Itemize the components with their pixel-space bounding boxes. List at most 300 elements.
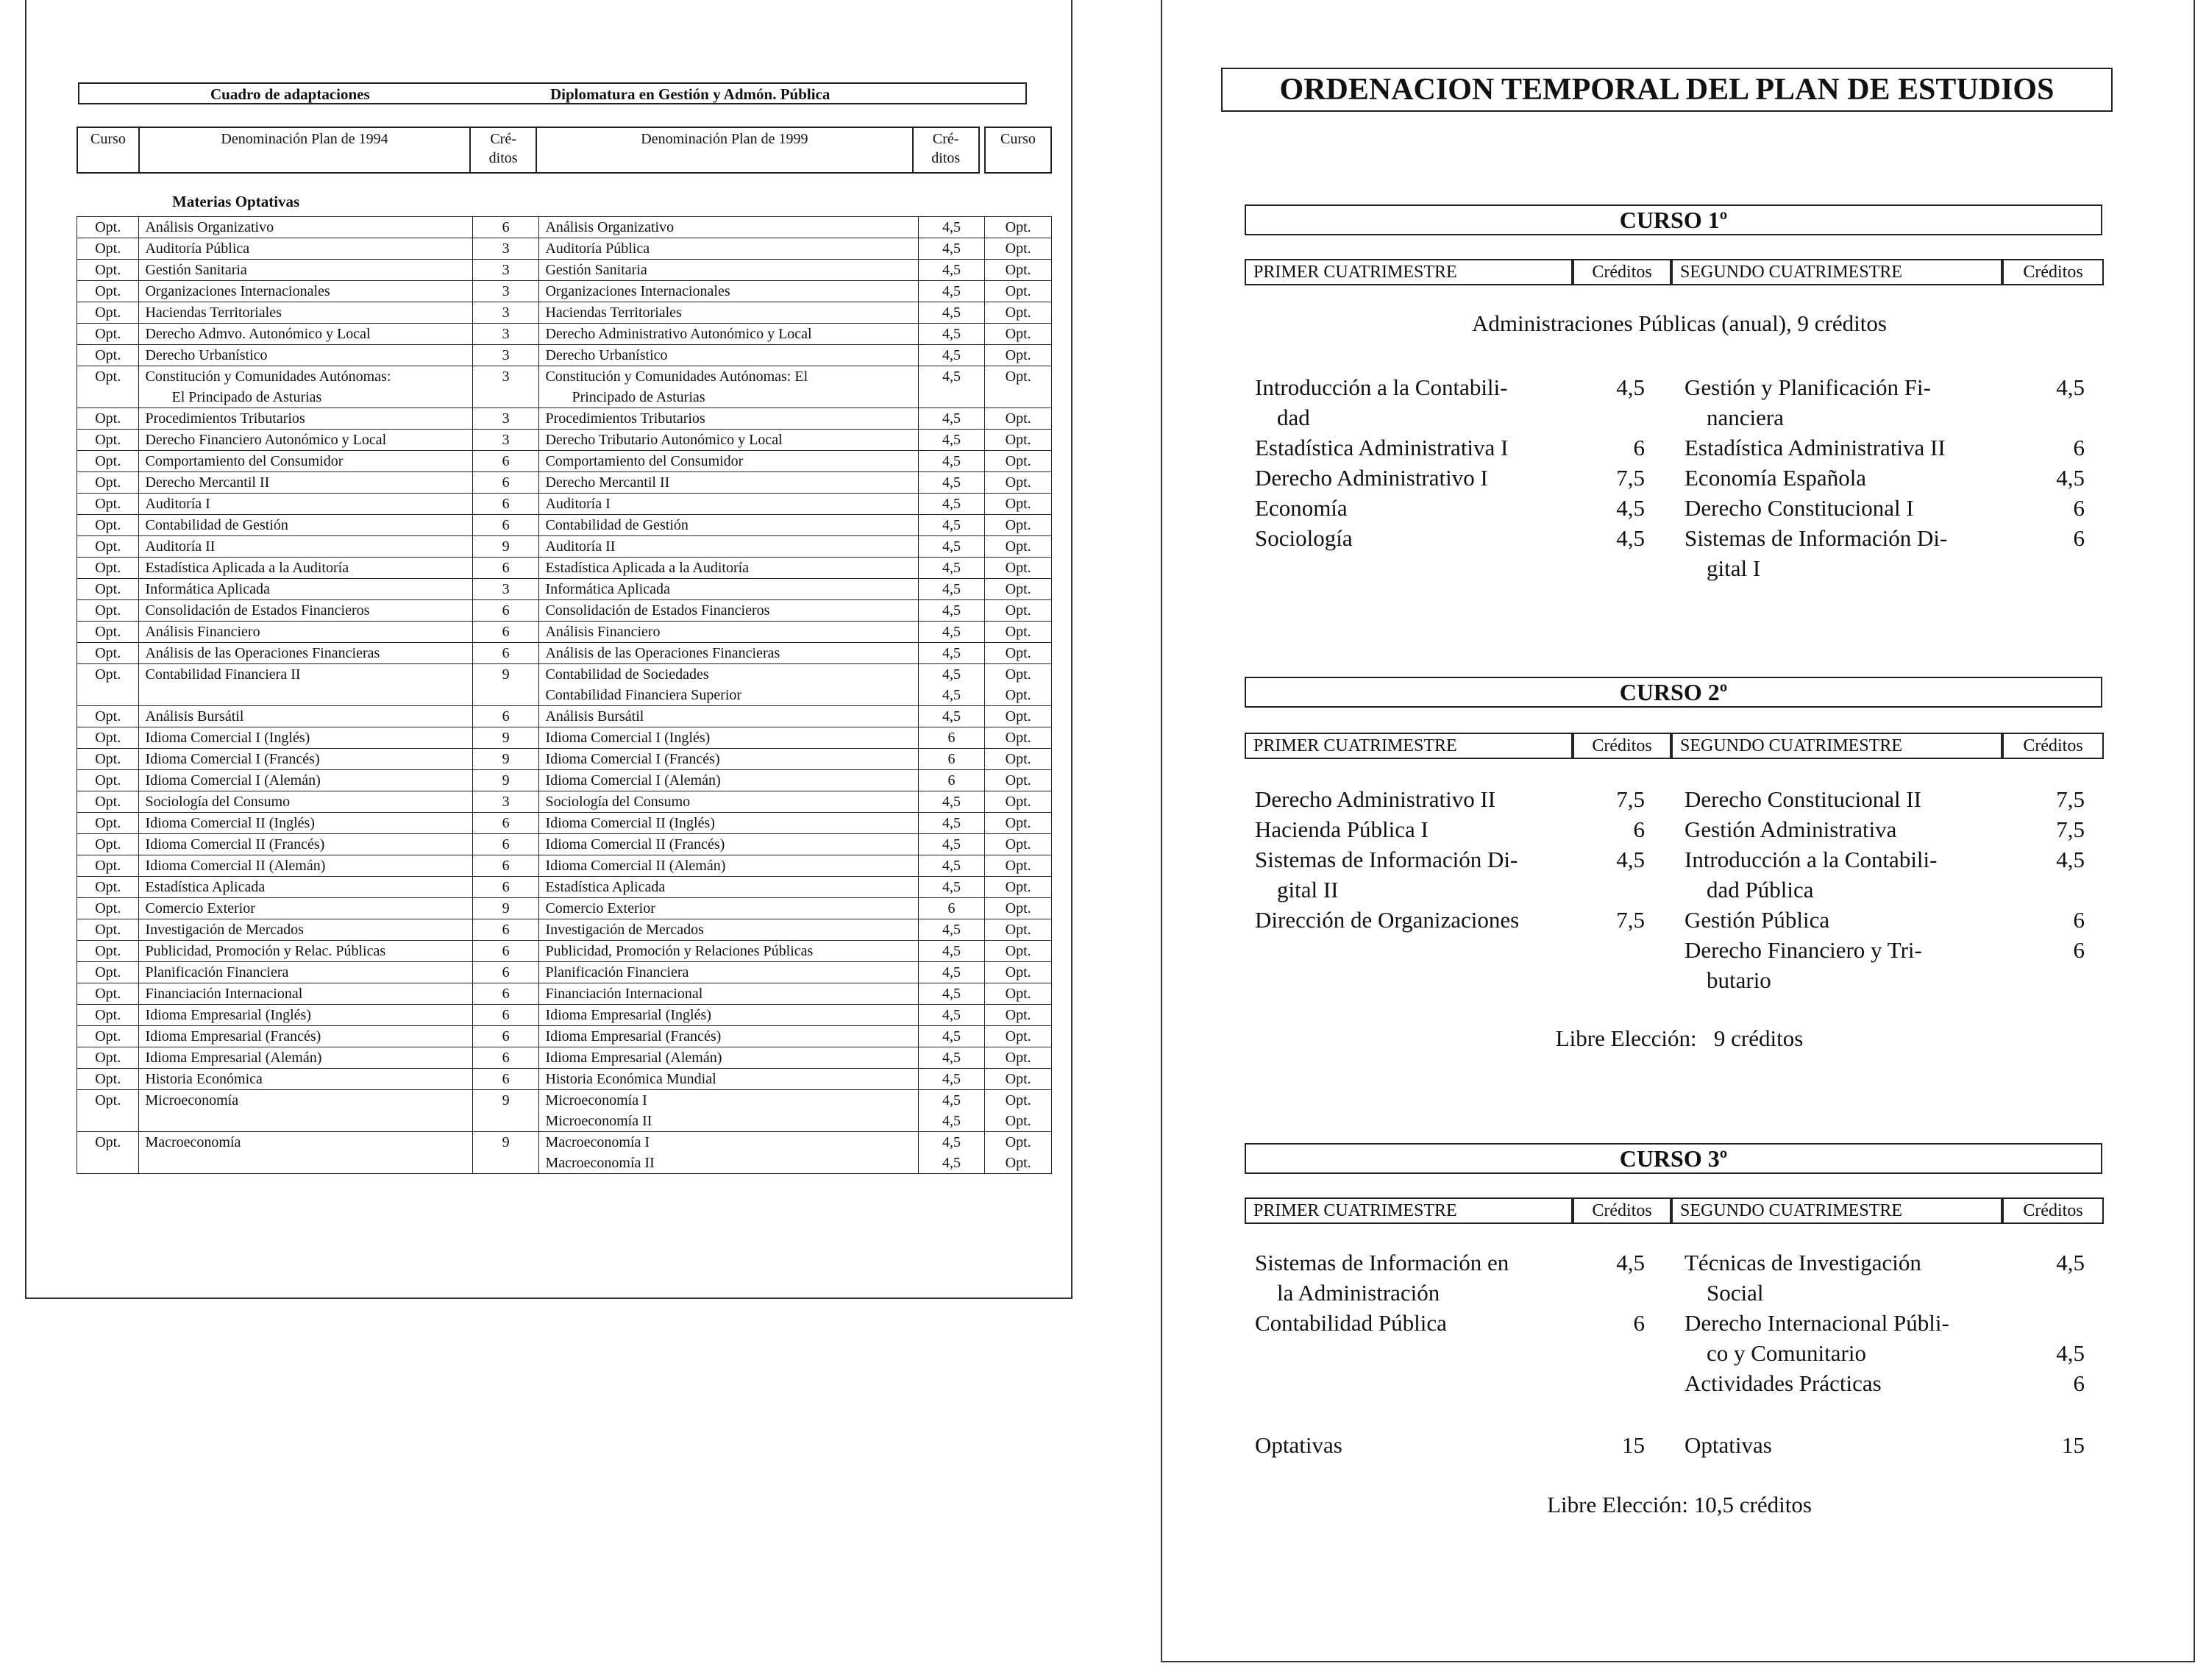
curso-1999-cell: [985, 579, 1052, 600]
credits-1994-cell: 3: [472, 366, 539, 408]
curso-1994-cell: Opt.: [77, 919, 139, 941]
subject-1994-cell: [139, 1069, 472, 1090]
cell-line: 4,5: [942, 496, 961, 512]
cell-line: Opt.: [1005, 751, 1031, 767]
first-semester-label: PRIMER CUATRIMESTRE: [1245, 733, 1573, 759]
cell-line: 4,5: [942, 517, 961, 533]
cell-line: Opt.: [1005, 794, 1031, 810]
table-row: [77, 302, 1052, 324]
subject-name: Optativas: [1685, 1432, 1772, 1458]
subject-1994-cell: [139, 941, 472, 962]
cell-line: 4,5: [942, 794, 961, 810]
cell-line: Opt.: [1005, 964, 1031, 980]
table-row: [77, 855, 1052, 877]
cell-line: 4,5: [942, 474, 961, 491]
subject-1994-cell: [139, 515, 472, 536]
subject-credits: 4,5: [1616, 847, 1645, 872]
table-row: [77, 813, 1052, 834]
subject-name: co y Comunitario: [1707, 1340, 1866, 1366]
cell-line: Opt.: [1005, 496, 1031, 512]
curso-1999-cell: [985, 1132, 1052, 1174]
table-row: [77, 1026, 1052, 1047]
cell-line: Procedimientos Tributarios: [145, 410, 305, 427]
subject-1999-cell: [539, 643, 918, 664]
cell-line: 4,5: [942, 986, 961, 1002]
cell-line: Opt.: [1005, 1113, 1031, 1129]
credits-1999-cell: [918, 941, 985, 962]
credits-1994-cell: 6: [472, 919, 539, 941]
table-row: [77, 1069, 1052, 1090]
cell-line: Contabilidad Financiera II: [145, 666, 301, 683]
table-row: [77, 1005, 1052, 1026]
credits-1999-cell: [918, 1026, 985, 1047]
credits-label: Créditos: [2002, 1197, 2104, 1224]
subject-name: Derecho Administrativo II: [1255, 786, 1496, 812]
subject-1994-cell: [139, 834, 472, 855]
first-semester-label: PRIMER CUATRIMESTRE: [1245, 259, 1573, 285]
subject-name: Estadística Administrativa II: [1685, 435, 1946, 460]
credits-label: Créditos: [1573, 1197, 1671, 1224]
credits-1994-cell: 6: [472, 813, 539, 834]
program-name: Diplomatura en Gestión y Admón. Pública: [550, 85, 830, 103]
subject-1999-cell: [539, 834, 918, 855]
subject-credits: 6: [1633, 435, 1645, 460]
credits-1994-cell: 6: [472, 1026, 539, 1047]
cell-line: Publicidad, Promoción y Relaciones Públicas: [545, 943, 814, 959]
credits-1999-cell: [918, 579, 985, 600]
subject-credits: 7,5: [2056, 786, 2085, 812]
credits-1999-cell: [918, 260, 985, 281]
curso-1994-cell: Opt.: [77, 1132, 139, 1174]
curso-1994-cell: Opt.: [77, 813, 139, 834]
subject-1994-cell: [139, 579, 472, 600]
subject-1994-cell: [139, 536, 472, 558]
curso-1999-cell: [985, 217, 1052, 238]
curso-1994-cell: Opt.: [77, 366, 139, 408]
credits-1999-cell: [918, 558, 985, 579]
subject-1994-cell: [139, 494, 472, 515]
subject-1994-cell: [139, 430, 472, 451]
cell-line: Estadística Aplicada: [545, 879, 666, 895]
credits-1994-cell: 9: [472, 536, 539, 558]
cell-line: 4,5: [942, 1134, 961, 1150]
curso-1999-cell: [985, 770, 1052, 791]
cell-line: Constitución y Comunidades Autónomas:: [145, 369, 391, 385]
credits-1994-cell: 6: [472, 643, 539, 664]
subject-credits: 7,5: [1616, 786, 1645, 812]
cell-line: Gestión Sanitaria: [545, 262, 647, 278]
subject-credits: 4,5: [1616, 374, 1645, 400]
cell-line: Derecho Mercantil II: [545, 474, 670, 491]
subject-1999-cell: [539, 791, 918, 813]
cell-line: 4,5: [942, 836, 961, 853]
cell-line: Idioma Empresarial (Francés): [145, 1028, 321, 1044]
curso-2-semester-header: [1245, 733, 2105, 759]
subject-name: dad: [1277, 405, 1310, 430]
credits-1994-cell: 6: [472, 515, 539, 536]
credits-1999-cell: [918, 962, 985, 983]
credits-1994-cell: 9: [472, 1132, 539, 1174]
cell-line: Microeconomía: [145, 1092, 239, 1108]
cell-line: Opt.: [1005, 1155, 1031, 1171]
subject-1999-cell: [539, 664, 918, 706]
curso-1999-cell: [985, 813, 1052, 834]
table-row: [77, 366, 1052, 408]
subject-1999-cell: [539, 855, 918, 877]
cell-line: Opt.: [1005, 879, 1031, 895]
table-row: [77, 1047, 1052, 1069]
table-row: [77, 791, 1052, 813]
cell-line: 4,5: [942, 1007, 961, 1023]
subject-name: Sistemas de Información Di-: [1685, 525, 1948, 551]
subject-1999-cell: [539, 558, 918, 579]
table-row: [77, 430, 1052, 451]
table-row: [77, 664, 1052, 706]
libre-eleccion-value: 9 créditos: [1713, 1025, 1804, 1051]
subject-1999-cell: [539, 1069, 918, 1090]
cell-line: Opt.: [1005, 1092, 1031, 1108]
curso-1999-cell: [985, 281, 1052, 302]
credits-1994-cell: 6: [472, 1047, 539, 1069]
credits-1999-cell: [918, 898, 985, 919]
cell-line: Idioma Comercial I (Francés): [145, 751, 320, 767]
cell-line: Estadística Aplicada a la Auditoría: [545, 560, 750, 576]
curso-1994-cell: Opt.: [77, 494, 139, 515]
subject-credits: 4,5: [1616, 525, 1645, 551]
curso-1999-cell: [985, 643, 1052, 664]
cell-line: Opt.: [1005, 815, 1031, 831]
cell-line: Constitución y Comunidades Autónomas: El: [545, 369, 808, 385]
cell-line: Informática Aplicada: [545, 581, 670, 597]
cell-line: Idioma Empresarial (Alemán): [545, 1050, 722, 1066]
cell-line: Historia Económica: [145, 1071, 263, 1087]
credits-1999-cell: [918, 302, 985, 324]
subject-name: nanciera: [1707, 405, 1784, 430]
cell-line: Haciendas Territoriales: [545, 305, 682, 321]
subject-1999-cell: [539, 1026, 918, 1047]
annual-subject: Administraciones Públicas (anual), 9 créditos: [1472, 310, 1887, 336]
cell-line: El Principado de Asturias: [171, 389, 322, 405]
table-row: [77, 941, 1052, 962]
subject-credits: 4,5: [2056, 1250, 2085, 1275]
curso-1994-cell: Opt.: [77, 855, 139, 877]
curso-1994-cell: Opt.: [77, 706, 139, 727]
credits-1994-cell: 6: [472, 622, 539, 643]
subject-1999-cell: [539, 1005, 918, 1026]
curso-1999-cell: [985, 451, 1052, 472]
table-row: [77, 494, 1052, 515]
curso-2-libre-eleccion: [1162, 1025, 2195, 1052]
cell-line: Análisis de las Operaciones Financieras: [145, 645, 380, 661]
second-semester-label: SEGUNDO CUATRIMESTRE: [1671, 1197, 2002, 1224]
cell-line: Opt.: [1005, 602, 1031, 619]
cell-line: Derecho Urbanístico: [545, 347, 668, 363]
subject-name: Introducción a la Contabili-: [1685, 847, 1938, 872]
subject-credits: 7,5: [1616, 465, 1645, 491]
cell-line: 4,5: [942, 879, 961, 895]
table-row: [77, 919, 1052, 941]
curso-1994-cell: Opt.: [77, 791, 139, 813]
subject-name: Derecho Administrativo I: [1255, 465, 1488, 491]
cell-line: 4,5: [942, 369, 961, 385]
page-title: ORDENACION TEMPORAL DEL PLAN DE ESTUDIOS: [1221, 68, 2113, 112]
cell-line: Comportamiento del Consumidor: [145, 453, 344, 469]
subject-name: butario: [1707, 967, 1771, 993]
curso-1994-cell: Opt.: [77, 1005, 139, 1026]
cell-line: Idioma Empresarial (Francés): [545, 1028, 722, 1044]
cell-line: Opt.: [1005, 453, 1031, 469]
cell-line: 4,5: [942, 858, 961, 874]
cell-line: 4,5: [942, 347, 961, 363]
cell-line: Opt.: [1005, 687, 1031, 703]
curso-1994-cell: Opt.: [77, 600, 139, 622]
credits-1999-cell: [918, 919, 985, 941]
subject-name: Gestión y Planificación Fi-: [1685, 374, 1931, 400]
curso-1999-cell: [985, 536, 1052, 558]
credits-1994-cell: 9: [472, 1090, 539, 1132]
subject-1999-cell: [539, 622, 918, 643]
curso-1999-cell: [985, 558, 1052, 579]
table-row: [77, 622, 1052, 643]
credits-1999-cell: [918, 1090, 985, 1132]
credits-1994-cell: 6: [472, 941, 539, 962]
credits-1994-cell: 6: [472, 451, 539, 472]
cell-line: Idioma Comercial I (Alemán): [145, 772, 321, 789]
cell-line: 4,5: [942, 624, 961, 640]
cell-line: Opt.: [1005, 922, 1031, 938]
cell-line: Historia Económica Mundial: [545, 1071, 716, 1087]
cell-line: 4,5: [942, 581, 961, 597]
subject-name: Contabilidad Pública: [1255, 1310, 1447, 1336]
curso-1999-cell: [985, 238, 1052, 260]
credits-label: Créditos: [1573, 259, 1671, 285]
cell-line: 4,5: [942, 1028, 961, 1044]
curso-1994-cell: Opt.: [77, 558, 139, 579]
credits-1994-cell: 3: [472, 345, 539, 366]
curso-1994-cell: Opt.: [77, 579, 139, 600]
credits-1994-cell: 6: [472, 1069, 539, 1090]
cell-line: Comportamiento del Consumidor: [545, 453, 744, 469]
libre-eleccion-label: Libre Elección:: [1555, 1025, 1697, 1051]
curso-1999-cell: [985, 919, 1052, 941]
table-row: [77, 962, 1052, 983]
credits-1994-cell: 9: [472, 898, 539, 919]
subject-1994-cell: [139, 877, 472, 898]
subject-1994-cell: [139, 302, 472, 324]
subject-1999-cell: [539, 941, 918, 962]
table-row: [77, 408, 1052, 430]
cell-line: Opt.: [1005, 858, 1031, 874]
cell-line: Idioma Empresarial (Inglés): [545, 1007, 711, 1023]
cell-line: Investigación de Mercados: [145, 922, 304, 938]
credits-1999-cell: [918, 238, 985, 260]
curso-1994-cell: Opt.: [77, 1026, 139, 1047]
subject-1999-cell: [539, 217, 918, 238]
cell-line: Estadística Aplicada: [145, 879, 266, 895]
credits-1999-cell: [918, 281, 985, 302]
subject-1999-cell: [539, 1090, 918, 1132]
cell-line: Contabilidad Financiera Superior: [545, 687, 742, 703]
curso-1999-cell: [985, 941, 1052, 962]
subject-1994-cell: [139, 558, 472, 579]
cell-line: Opt.: [1005, 241, 1031, 257]
cell-line: Auditoría II: [145, 538, 216, 555]
curso-1994-cell: Opt.: [77, 664, 139, 706]
credits-1999-cell: [918, 727, 985, 749]
curso-1994-cell: Opt.: [77, 238, 139, 260]
subject-1999-cell: [539, 983, 918, 1005]
credits-1999-cell: [918, 430, 985, 451]
table-row: [77, 706, 1052, 727]
curso-1999-cell: [985, 430, 1052, 451]
table-row: [77, 643, 1052, 664]
credits-1999-cell: [918, 324, 985, 345]
cell-line: 6: [947, 900, 956, 916]
cell-line: Informática Aplicada: [145, 581, 270, 597]
cell-line: Investigación de Mercados: [545, 922, 704, 938]
credits-1994-cell: 6: [472, 855, 539, 877]
cell-line: Opt.: [1005, 432, 1031, 448]
subject-1999-cell: [539, 515, 918, 536]
credits-1994-cell: 3: [472, 408, 539, 430]
cell-line: 4,5: [942, 560, 961, 576]
group-label: Materias Optativas: [172, 193, 300, 210]
cell-line: Macroeconomía II: [545, 1155, 655, 1171]
subject-credits: 4,5: [2056, 847, 2085, 872]
subject-name: Introducción a la Contabili-: [1255, 374, 1508, 400]
curso-1994-cell: Opt.: [77, 515, 139, 536]
cell-line: Procedimientos Tributarios: [545, 410, 705, 427]
subject-1999-cell: [539, 238, 918, 260]
cell-line: Opt.: [1005, 900, 1031, 916]
credits-1999-cell: [918, 345, 985, 366]
table-row: [77, 834, 1052, 855]
subject-name: Técnicas de Investigación: [1685, 1250, 1921, 1275]
table-row: [77, 260, 1052, 281]
table-row: [77, 1132, 1052, 1174]
cell-line: 4,5: [942, 410, 961, 427]
cell-line: Contabilidad de Gestión: [145, 517, 288, 533]
curso-1994-cell: Opt.: [77, 834, 139, 855]
cell-line: Opt.: [1005, 560, 1031, 576]
subject-name: Derecho Financiero y Tri-: [1685, 937, 1922, 963]
cell-line: Auditoría I: [145, 496, 210, 512]
cell-line: Idioma Empresarial (Alemán): [145, 1050, 322, 1066]
curso-1994-cell: Opt.: [77, 941, 139, 962]
credits-1994-cell: 6: [472, 983, 539, 1005]
subject-credits: 4,5: [1616, 1250, 1645, 1275]
credits-1999-cell: [918, 770, 985, 791]
subject-1999-cell: [539, 281, 918, 302]
subject-credits: 6: [1633, 816, 1645, 842]
cell-line: Análisis de las Operaciones Financieras: [545, 645, 780, 661]
subject-credits: 6: [2073, 495, 2085, 521]
cell-line: 4,5: [942, 708, 961, 725]
subject-name: Sistemas de Información Di-: [1255, 847, 1518, 872]
cell-line: Opt.: [1005, 410, 1031, 427]
second-semester-label: SEGUNDO CUATRIMESTRE: [1671, 733, 2002, 759]
cell-line: Idioma Comercial I (Alemán): [545, 772, 721, 789]
subject-1999-cell: [539, 1047, 918, 1069]
cell-line: Opt.: [1005, 986, 1031, 1002]
subject-1994-cell: [139, 472, 472, 494]
subject-credits: 6: [2073, 937, 2085, 963]
table-row: [77, 238, 1052, 260]
credits-1994-cell: 3: [472, 281, 539, 302]
cell-line: Sociología del Consumo: [545, 794, 691, 810]
col-plan-1999: Denominación Plan de 1999: [536, 127, 913, 173]
curso-1994-cell: Opt.: [77, 962, 139, 983]
cell-line: Idioma Empresarial (Inglés): [145, 1007, 311, 1023]
cell-line: 4,5: [942, 1071, 961, 1087]
cell-line: Análisis Bursátil: [545, 708, 644, 725]
credits-1994-cell: 6: [472, 494, 539, 515]
curso-1994-cell: Opt.: [77, 749, 139, 770]
subject-1994-cell: [139, 770, 472, 791]
cell-line: 4,5: [942, 326, 961, 342]
table-row: [77, 770, 1052, 791]
table-row: [77, 217, 1052, 238]
curso-1999-cell: [985, 1026, 1052, 1047]
cell-line: Opt.: [1005, 1028, 1031, 1044]
cell-line: Derecho Admvo. Autonómico y Local: [145, 326, 371, 342]
curso-1994-cell: Opt.: [77, 877, 139, 898]
curso-1999-cell: [985, 324, 1052, 345]
cell-line: Opt.: [1005, 474, 1031, 491]
cell-line: Microeconomía II: [545, 1113, 652, 1129]
credits-1994-cell: 3: [472, 579, 539, 600]
curso-1994-cell: Opt.: [77, 727, 139, 749]
cell-line: 4,5: [942, 1092, 961, 1108]
cell-line: 4,5: [942, 262, 961, 278]
cell-line: Derecho Administrativo Autonómico y Local: [545, 326, 812, 342]
subject-credits: 6: [1633, 1310, 1645, 1336]
cell-line: Contabilidad de Gestión: [545, 517, 689, 533]
credits-1994-cell: 6: [472, 877, 539, 898]
curso-1999-cell: [985, 408, 1052, 430]
cell-line: Opt.: [1005, 283, 1031, 299]
cell-line: Haciendas Territoriales: [145, 305, 282, 321]
curso-1999-cell: [985, 1005, 1052, 1026]
curso-3-optativas-first: [1255, 1430, 1667, 1460]
table-row: [77, 898, 1052, 919]
subject-name: Estadística Administrativa I: [1255, 435, 1509, 460]
subject-1994-cell: [139, 749, 472, 770]
credits-1994-cell: 6: [472, 217, 539, 238]
credits-1999-cell: [918, 1047, 985, 1069]
cell-line: Derecho Tributario Autonómico y Local: [545, 432, 783, 448]
curso-1994-cell: Opt.: [77, 898, 139, 919]
credits-1994-cell: 9: [472, 727, 539, 749]
table-row: [77, 536, 1052, 558]
subject-1999-cell: [539, 877, 918, 898]
curso-1-header: CURSO 1º: [1245, 204, 2102, 235]
cell-line: 6: [947, 730, 956, 746]
credits-1999-cell: [918, 1132, 985, 1174]
table-row: [77, 472, 1052, 494]
credits-1999-cell: [918, 643, 985, 664]
table-header-box: [78, 82, 1027, 104]
cell-line: 4,5: [942, 283, 961, 299]
cell-line: Microeconomía I: [545, 1092, 647, 1108]
table-row: [77, 345, 1052, 366]
credits-label: Créditos: [1573, 733, 1671, 759]
subject-credits: 7,5: [1616, 907, 1645, 933]
cell-line: Opt.: [1005, 326, 1031, 342]
second-semester-label: SEGUNDO CUATRIMESTRE: [1671, 259, 2002, 285]
credits-1994-cell: 9: [472, 770, 539, 791]
cell-line: Idioma Comercial II (Alemán): [145, 858, 326, 874]
